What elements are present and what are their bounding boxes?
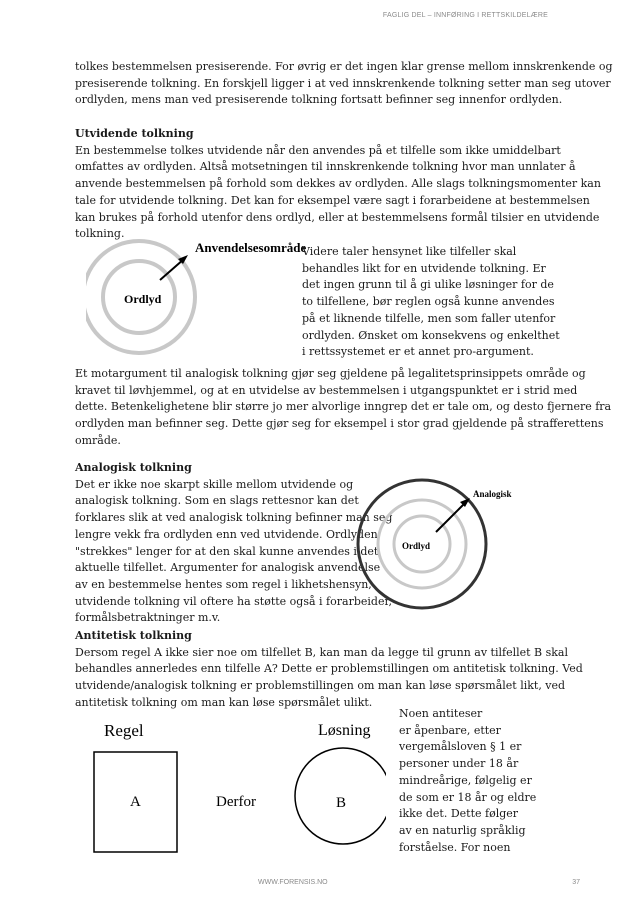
text-line: utvidende/analogisk tolkning er problemstillingen om man kan løse spørsmålet likt, ved — [75, 679, 566, 693]
section-heading: Utvidende tolkning — [75, 127, 194, 140]
text-line: ordlyden man befinner seg. Dette gjør seg for eksempel i stor grad gjeldende på strafferettens — [75, 417, 604, 431]
text-line: antitetisk tolkning om man kan løse spørsmålet ulikt. — [75, 695, 373, 709]
antitetisk-section — [75, 628, 583, 712]
utvidende-section — [75, 126, 601, 243]
text-line: på et liknende tilfelle, men som faller utenfor — [302, 311, 556, 325]
section-heading: Analogisk tolkning — [75, 461, 192, 474]
derfor-label: Derfor — [216, 794, 256, 810]
text-line: forklares slik at ved analogisk tolkning befinner man seg — [75, 511, 393, 525]
text-line: tolkning. — [75, 227, 125, 241]
intro-paragraph — [75, 59, 613, 109]
text-line: ikke det. Dette følger — [399, 807, 519, 821]
antitetisk-figure — [86, 714, 386, 864]
text-line: formålsbetraktninger m.v. — [75, 611, 221, 625]
text-line: "strekkes" lenger for at den skal kunne anvendes i det — [75, 544, 379, 558]
text-line: område. — [75, 433, 121, 447]
analogisk-section — [75, 460, 392, 627]
section-heading: Antitetisk tolkning — [75, 629, 192, 642]
text-line: dette. Betenkelighetene blir større jo mer alvorlige inngrep det er tale om, og desto fjernere fra — [75, 400, 612, 414]
text-line: utvidende tolkning vil oftere ha støtte også i forarbeider, — [75, 594, 392, 608]
text-line: behandles likt for en utvidende tolkning. Er — [302, 261, 546, 275]
text-line: En bestemmelse tolkes utvidende når den anvendes på et tilfelle som ikke umiddelbart — [75, 143, 561, 157]
text-line: anvende bestemmelsen på forhold som dekkes av ordlyden. Alle slags tolkningsmomenter kan — [75, 177, 601, 191]
text-line: tolkes bestemmelsen presiserende. For øvrig er det ingen klar grense mellom innskrenkende og — [75, 60, 613, 73]
text-line: det ingen grunn til å gi ulike løsninger for de — [302, 278, 554, 292]
text-line: omfattes av ordlyden. Altså motsetningen til innskrenkende tolkning hvor man unnlater å — [75, 160, 576, 174]
utvidende-side-text — [302, 244, 560, 361]
losning-label: Løsning — [318, 722, 371, 739]
text-line: analogisk tolkning. Som en slags rettesnor kan det — [75, 494, 359, 508]
text-line: av en bestemmelse hentes som regel i likhetshensyn, — [75, 577, 372, 591]
text-line: behandles annerledes enn tilfelle A? Dette er problemstillingen om antitetisk tolkning. Ved — [75, 662, 583, 676]
page-number: 37 — [572, 879, 580, 886]
text-line: vergemålsloven § 1 er — [399, 740, 522, 754]
text-line: Dersom regel A ikke sier noe om tilfellet B, kan man da legge til grunn av tilfellet B skal — [75, 645, 569, 659]
running-header: FAGLIG DEL – INNFØRING I RETTSKILDELÆRE — [382, 12, 548, 19]
text-line: kan brukes på forhold utenfor dens ordlyd, eller at bestemmelsens formål tilsier en utvidende — [75, 210, 600, 224]
text-line: er åpenbare, etter — [399, 723, 501, 737]
text-line: Det er ikke noe skarpt skille mellom utvidende og — [75, 477, 354, 491]
footer-website: WWW.FORENSIS.NO — [258, 879, 328, 886]
text-line: av en naturlig språklig — [399, 823, 526, 837]
text-line: tale for utvidende tolkning. Det kan for eksempel være sagt i forarbeidene at bestemmelsen — [75, 193, 590, 207]
text-line: aktuelle tilfellet. Argumenter for analogisk anvendelse — [75, 561, 381, 575]
text-line: de som er 18 år og eldre — [399, 790, 537, 804]
regel-label: Regel — [104, 721, 144, 740]
motargument-paragraph — [75, 366, 611, 450]
inner-label: Ordlyd — [402, 541, 431, 551]
a-label: A — [130, 794, 141, 810]
text-line: mindreårige, følgelig er — [399, 773, 532, 787]
text-line: Et motargument til analogisk tolkning gjør seg gjeldene på legalitetsprinsippets område og — [75, 367, 586, 380]
text-line: kravet til løvhjemmel, og at en utvidelse av bestemmelsen i utgangspunktet er i strid med — [75, 383, 578, 397]
inner-label: Ordlyd — [124, 292, 162, 306]
text-line: ordlyden, mens man ved presiserende tolkning fortsatt befinner seg innenfor ordlyden. — [75, 93, 563, 107]
text-line: to tilfellene, bør reglen også kunne anvendes — [302, 295, 555, 309]
outer-label: Analogisk — [473, 489, 512, 499]
text-line: ordlyden. Ønsket om konsekvens og enkelthet — [302, 328, 560, 342]
text-line: Videre taler hensynet like tilfeller skal — [302, 245, 517, 258]
text-line: personer under 18 år — [399, 757, 519, 771]
b-label: B — [336, 795, 347, 811]
outer-label: Anvendelsesområde — [195, 240, 306, 255]
text-line: lengre vekk fra ordlyden enn ved utvidende. Ordlyden — [75, 527, 378, 541]
antitetisk-side-text — [399, 706, 536, 856]
text-line: forståelse. For noen — [399, 840, 511, 854]
text-line: i rettssystemet er et annet pro-argument. — [302, 345, 534, 359]
text-line: presiserende tolkning. En forskjell ligger i at ved innskrenkende tolkning setter man seg utover — [75, 76, 611, 90]
text-line: Noen antiteser — [399, 707, 483, 720]
utvidende-figure — [86, 233, 306, 358]
analogisk-figure — [350, 472, 530, 612]
